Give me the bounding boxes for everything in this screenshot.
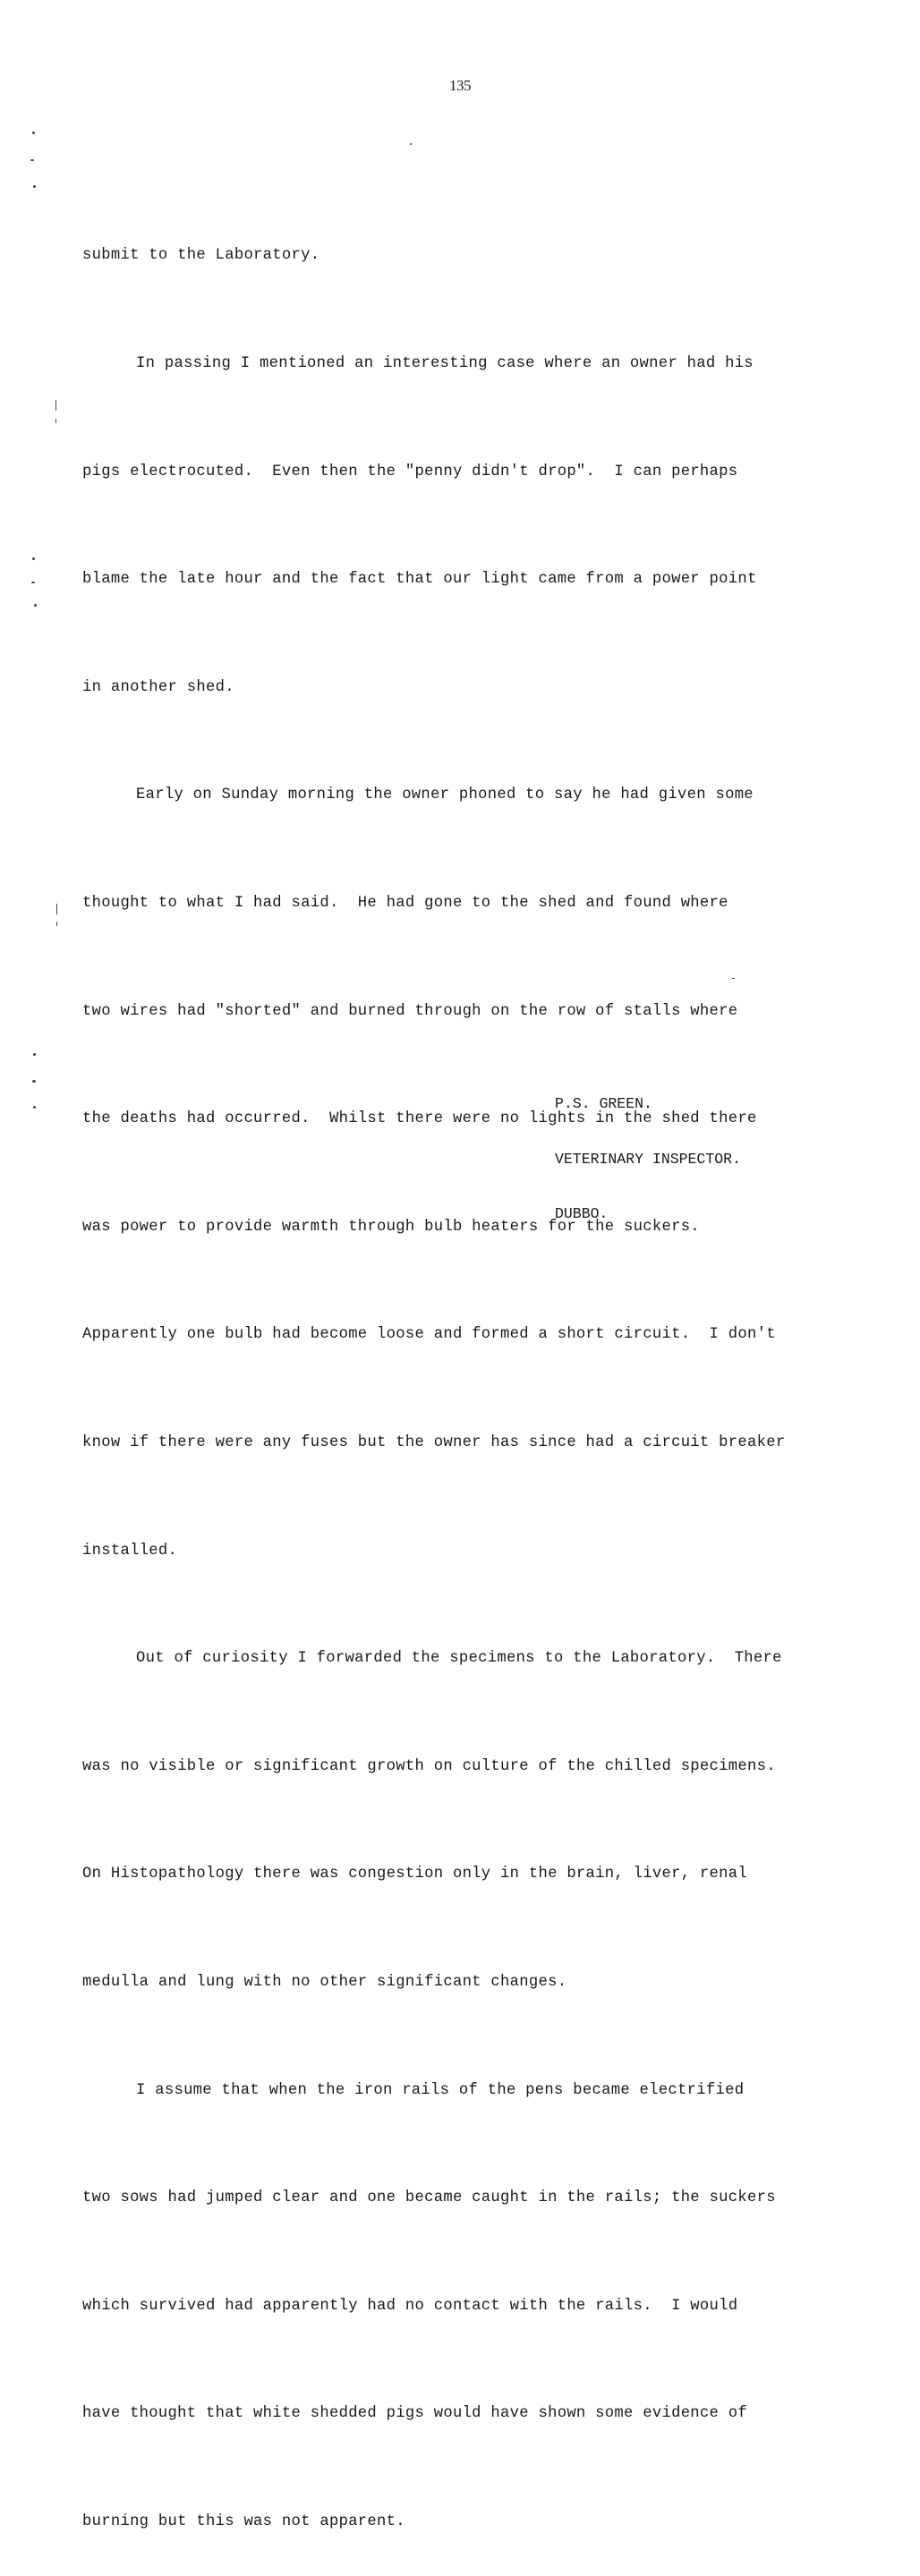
- signature-name: P.S. GREEN.: [555, 1095, 652, 1112]
- scan-speck: [32, 1080, 36, 1083]
- text-line: two wires had "shorted" and burned through on the row of stalls where: [82, 1002, 738, 1020]
- signature-location: DUBBO.: [555, 1205, 609, 1222]
- text-line: Early on Sunday morning the owner phoned to say he had given some: [136, 786, 754, 804]
- scan-speck: [410, 143, 412, 145]
- text-line: thought to what I had said. He had gone to the shed and found where: [82, 894, 728, 912]
- scan-speck: [33, 185, 36, 188]
- signature-block: [555, 1058, 741, 1242]
- scan-speck: [33, 1106, 36, 1109]
- page-number: 135: [449, 77, 471, 94]
- text-line: two sows had jumped clear and one became caught in the rails; the suckers: [82, 2189, 776, 2207]
- text-line: On Histopathology there was congestion only in the brain, liver, renal: [82, 1866, 747, 1883]
- scan-speck: [33, 1053, 36, 1056]
- scan-speck: [56, 922, 57, 926]
- scan-speck: [55, 400, 56, 411]
- scan-speck: [30, 159, 34, 161]
- text-line: the deaths had occurred. Whilst there were no lights in the shed there: [82, 1110, 757, 1128]
- text-line: Out of curiosity I forwarded the specimens to the Laboratory. There: [136, 1650, 782, 1668]
- text-line: burning but this was not apparent.: [82, 2512, 405, 2530]
- text-line: blame the late hour and the fact that our light came from a power point: [82, 571, 757, 589]
- text-line: know if there were any fuses but the owner has since had a circuit breaker: [82, 1433, 786, 1451]
- text-line: in another shed.: [82, 678, 234, 696]
- scan-speck: [56, 904, 57, 914]
- text-line: Apparently one bulb had become loose and formed a short circuit. I don't: [82, 1326, 776, 1344]
- text-line: pigs electrocuted. Even then the "penny didn't drop". I can perhaps: [82, 463, 738, 480]
- text-line: In passing I mentioned an interesting case where an owner had his: [136, 355, 754, 372]
- signature-title: VETERINARY INSPECTOR.: [555, 1150, 741, 1168]
- text-line: which survived had apparently had no contact with the rails. I would: [82, 2297, 738, 2315]
- text-line: have thought that white shedded pigs would have shown some evidence of: [82, 2405, 747, 2423]
- scan-speck: [34, 604, 37, 607]
- scan-speck: [32, 557, 35, 560]
- text-line: submit to the Laboratory.: [82, 247, 320, 265]
- scan-speck: [32, 132, 35, 134]
- scan-speck: [732, 978, 735, 979]
- text-line: installed.: [82, 1542, 178, 1560]
- text-line: I assume that when the iron rails of the pens became electrified: [136, 2081, 745, 2099]
- scan-speck: [55, 419, 56, 423]
- body-text: [82, 166, 888, 2576]
- text-line: was no visible or significant growth on culture of the chilled specimens.: [82, 1757, 776, 1775]
- text-line: medulla and lung with no other significant changes.: [82, 1973, 567, 1991]
- text-line: was power to provide warmth through bulb heaters for the suckers.: [82, 1218, 700, 1236]
- scan-speck: [31, 582, 35, 583]
